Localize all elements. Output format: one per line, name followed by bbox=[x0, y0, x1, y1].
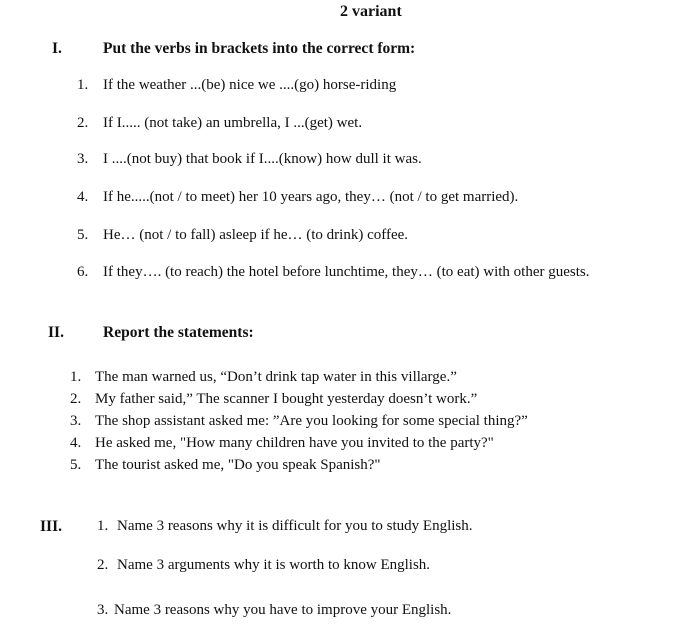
list-item bbox=[70, 435, 494, 452]
item-number: 2. bbox=[77, 115, 89, 131]
list-item bbox=[70, 369, 457, 386]
section-2-heading: Report the statements: bbox=[103, 324, 254, 341]
list-item bbox=[77, 264, 590, 281]
item-text: My father said,” The scanner I bought yesterday doesn’t work.” bbox=[95, 391, 478, 407]
item-number: 5. bbox=[77, 227, 89, 243]
item-text: Name 3 reasons why you have to improve your English. bbox=[114, 602, 452, 618]
section-1-heading: Put the verbs in brackets into the correct form: bbox=[103, 40, 416, 57]
item-text: He… (not / to fall) asleep if he… (to drink) coffee. bbox=[103, 227, 409, 243]
list-item bbox=[77, 77, 396, 94]
item-number: 4. bbox=[70, 435, 82, 451]
item-number: 1. bbox=[97, 518, 109, 534]
list-item bbox=[70, 391, 477, 408]
item-number: 1. bbox=[77, 77, 89, 93]
section-3-numeral: III. bbox=[40, 518, 62, 535]
list-item bbox=[97, 518, 473, 535]
item-text: The man warned us, “Don’t drink tap water in this villarge.” bbox=[95, 369, 457, 385]
item-text: If the weather ...(be) nice we ....(go) horse-riding bbox=[103, 77, 397, 93]
item-number: 3. bbox=[77, 151, 89, 167]
item-text: He asked me, "How many children have you invited to the party?" bbox=[95, 435, 494, 451]
list-item bbox=[97, 557, 430, 574]
page-title: 2 variant bbox=[340, 3, 402, 20]
list-item bbox=[97, 602, 451, 619]
item-number: 2. bbox=[70, 391, 82, 407]
item-text: If they…. (to reach) the hotel before lunchtime, they… (to eat) with other guests. bbox=[103, 264, 590, 280]
list-item bbox=[77, 227, 408, 244]
item-number: 3. bbox=[70, 413, 82, 429]
list-item bbox=[77, 151, 422, 168]
item-text: The shop assistant asked me: ”Are you looking for some special thing?” bbox=[95, 413, 528, 429]
section-1-numeral: I. bbox=[52, 40, 62, 57]
item-text: If I..... (not take) an umbrella, I ...(get) wet. bbox=[103, 115, 363, 131]
item-number: 2. bbox=[97, 557, 109, 573]
item-text: I ....(not buy) that book if I....(know) how dull it was. bbox=[103, 151, 422, 167]
list-item bbox=[77, 189, 518, 206]
item-number: 5. bbox=[70, 457, 82, 473]
list-item bbox=[70, 457, 381, 474]
list-item bbox=[70, 413, 528, 430]
item-number: 3. bbox=[97, 602, 109, 618]
item-text: Name 3 reasons why it is difficult for you to study English. bbox=[117, 518, 473, 534]
item-text: The tourist asked me, "Do you speak Spanish?" bbox=[95, 457, 381, 473]
item-number: 6. bbox=[77, 264, 89, 280]
item-text: Name 3 arguments why it is worth to know English. bbox=[117, 557, 431, 573]
list-item bbox=[77, 115, 362, 132]
section-2-numeral: II. bbox=[48, 324, 64, 341]
item-number: 4. bbox=[77, 189, 89, 205]
item-number: 1. bbox=[70, 369, 82, 385]
item-text: If he.....(not / to meet) her 10 years ago, they… (not / to get married). bbox=[103, 189, 519, 205]
